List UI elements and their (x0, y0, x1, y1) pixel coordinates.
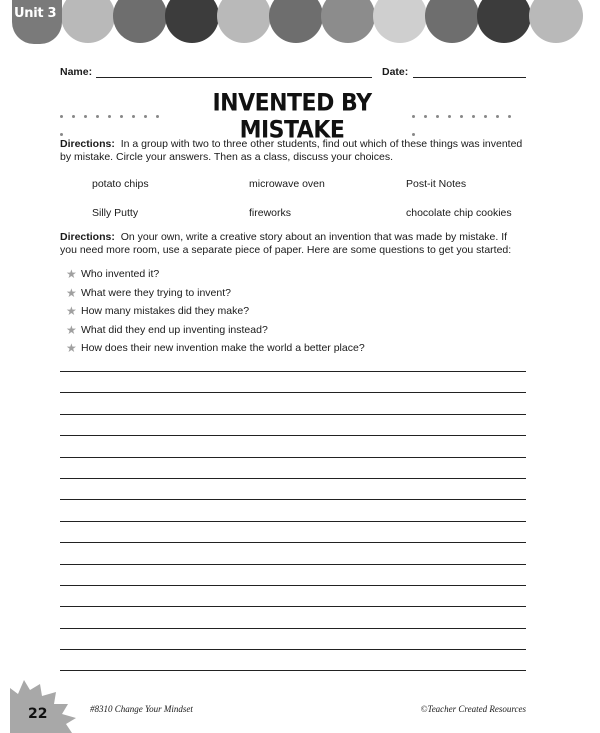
title-dots-right (412, 105, 526, 107)
name-label: Name: (60, 66, 93, 78)
directions-one (60, 138, 526, 164)
writing-line[interactable] (60, 650, 526, 671)
star-icon: ★ (66, 304, 77, 319)
writing-line[interactable] (60, 500, 526, 521)
star-icon: ★ (66, 341, 77, 356)
writing-line[interactable] (60, 393, 526, 414)
writing-line[interactable] (60, 565, 526, 586)
question-text: What were they trying to invent? (81, 286, 231, 299)
unit-label: Unit 3 (14, 6, 57, 21)
date-field[interactable] (413, 77, 526, 78)
date-label: Date: (382, 66, 409, 78)
choice-item[interactable]: chocolate chip cookies (406, 207, 512, 219)
writing-line[interactable] (60, 372, 526, 393)
choice-item[interactable]: potato chips (92, 178, 149, 190)
question-item (66, 284, 526, 303)
header-circle-band (0, 0, 600, 48)
writing-area[interactable] (60, 371, 526, 671)
writing-line[interactable] (60, 479, 526, 500)
question-text: What did they end up inventing instead? (81, 323, 268, 336)
writing-line[interactable] (60, 629, 526, 650)
footer-copyright: ©Teacher Created Resources (420, 704, 526, 714)
writing-line[interactable] (60, 458, 526, 479)
writing-line[interactable] (60, 436, 526, 457)
directions-two (60, 231, 526, 257)
directions-two-text: On your own, write a creative story about an invention that was made by mistake. If you need more room, use a separate piece of paper. Here are some questions to get you started: (60, 231, 512, 256)
writing-line[interactable] (60, 543, 526, 564)
directions-one-label: Directions: (60, 138, 115, 150)
name-date-row (60, 66, 526, 80)
question-item (66, 321, 526, 340)
question-item (66, 339, 526, 358)
writing-line[interactable] (60, 586, 526, 607)
choice-item[interactable]: Post-it Notes (406, 178, 467, 190)
footer-book-title: #8310 Change Your Mindset (90, 704, 193, 714)
question-text: How many mistakes did they make? (81, 305, 250, 318)
directions-one-text: In a group with two to three other students, find out which of these things was invented by mistake. Circle your answers. Then as a class, discuss your choices. (60, 138, 523, 163)
writing-line[interactable] (60, 522, 526, 543)
choice-item[interactable]: fireworks (249, 207, 292, 219)
choice-item[interactable]: microwave oven (249, 178, 325, 190)
decorative-circles (0, 0, 600, 48)
choice-item[interactable]: Silly Putty (92, 207, 139, 219)
star-icon: ★ (66, 267, 77, 282)
page-number: 22 (28, 706, 48, 722)
directions-two-label: Directions: (60, 231, 115, 243)
question-item (66, 265, 526, 284)
writing-line[interactable] (60, 607, 526, 628)
star-icon: ★ (66, 285, 77, 300)
page-title: INVENTED BY MISTAKE (212, 90, 372, 144)
question-text: How does their new invention make the world a better place? (81, 342, 365, 355)
star-icon: ★ (66, 322, 77, 337)
name-field[interactable] (96, 77, 372, 78)
question-list (66, 265, 526, 358)
question-text: Who invented it? (81, 268, 160, 281)
title-dots-left (60, 105, 172, 107)
question-item (66, 302, 526, 321)
writing-line[interactable] (60, 415, 526, 436)
